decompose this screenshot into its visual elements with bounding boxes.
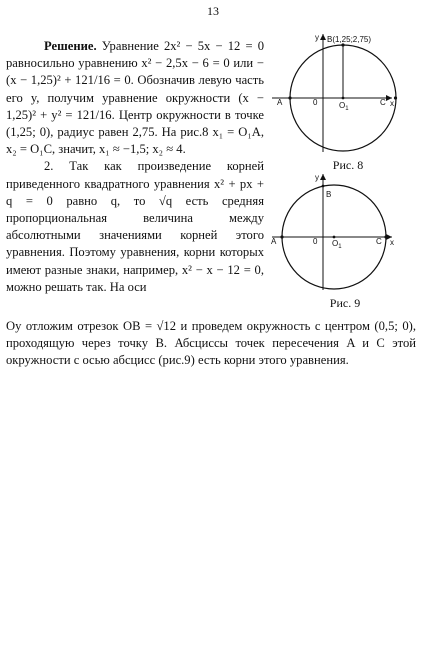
point-b bbox=[322, 185, 325, 188]
point-o1 bbox=[342, 97, 345, 100]
figure-9-diagram bbox=[268, 170, 398, 294]
point-a-label: A bbox=[271, 237, 277, 246]
x-axis-label: x bbox=[390, 238, 394, 247]
page-number: 13 bbox=[207, 4, 219, 18]
point-a bbox=[288, 96, 291, 99]
solution-paragraph-1 bbox=[6, 38, 264, 158]
center-label-o: O bbox=[339, 101, 346, 110]
solution-text bbox=[6, 38, 264, 296]
solution-heading: Решение. bbox=[44, 39, 97, 53]
figure-9-caption: Рис. 9 bbox=[329, 296, 361, 310]
y-axis-arrow bbox=[320, 34, 326, 40]
point-c bbox=[384, 235, 387, 238]
center-label-o: O bbox=[332, 239, 339, 248]
y-axis-arrow bbox=[320, 174, 326, 180]
point-c-label: C bbox=[380, 98, 386, 107]
y-axis-label: y bbox=[315, 33, 319, 42]
center-label bbox=[332, 239, 342, 250]
solution-paragraph-2: 2. Так как произведение корней приведенного квадратного уравнения x² + px + q = 0 равно q, то √q есть средняя пропорциональная величина между абсолютными значениями корней этого уравнения. Поэтому уравнения, корни которых имеют разные знаки, например, x² − x − 12 = 0, можно решать так. На оси bbox=[6, 159, 264, 294]
figure-8-caption: Рис. 8 bbox=[332, 158, 364, 172]
point-b-label: B bbox=[326, 190, 332, 199]
point-a bbox=[280, 235, 283, 238]
center-label-sub: 1 bbox=[338, 244, 342, 250]
solution-paragraph-1-text: Уравнение 2x² − 5x − 12 = 0 равносильно уравнению x² − 2,5x − 6 = 0 или −(x − 1,25)² + 121/16 = 0. Обозначив левую часть его y, получим уравнение окружности (x − 1,25)² + y² = 121/16. Центр окружности в точке (1,25; 0), радиус равен 2,75. На рис.8 x₁ = O₁A, x₂ = O₁C, значит, x₁ ≈ −1,5; x₂ ≈ 4. bbox=[6, 39, 264, 157]
point-o1 bbox=[333, 236, 336, 239]
point-a-label: A bbox=[277, 98, 283, 107]
point-c-label: C bbox=[376, 237, 382, 246]
point-c bbox=[394, 96, 397, 99]
solution-paragraph-3: Oy отложим отрезок OB = √12 и проведем окружность с центром (0,5; 0), проходящую через точку B. Абсциссы точек пересечения A и C этой окружности с осью абсцисс (рис.9) есть корни этого уравнения. bbox=[6, 319, 416, 368]
origin-label: 0 bbox=[313, 98, 318, 107]
point-b-label: B(1,25;2,75) bbox=[327, 35, 372, 44]
y-axis-label: y bbox=[315, 173, 319, 182]
center-label bbox=[339, 101, 349, 112]
center-label-sub: 1 bbox=[345, 106, 349, 112]
x-axis-label: x bbox=[390, 99, 394, 108]
figure-8-diagram bbox=[268, 28, 398, 154]
origin-label: 0 bbox=[313, 237, 318, 246]
